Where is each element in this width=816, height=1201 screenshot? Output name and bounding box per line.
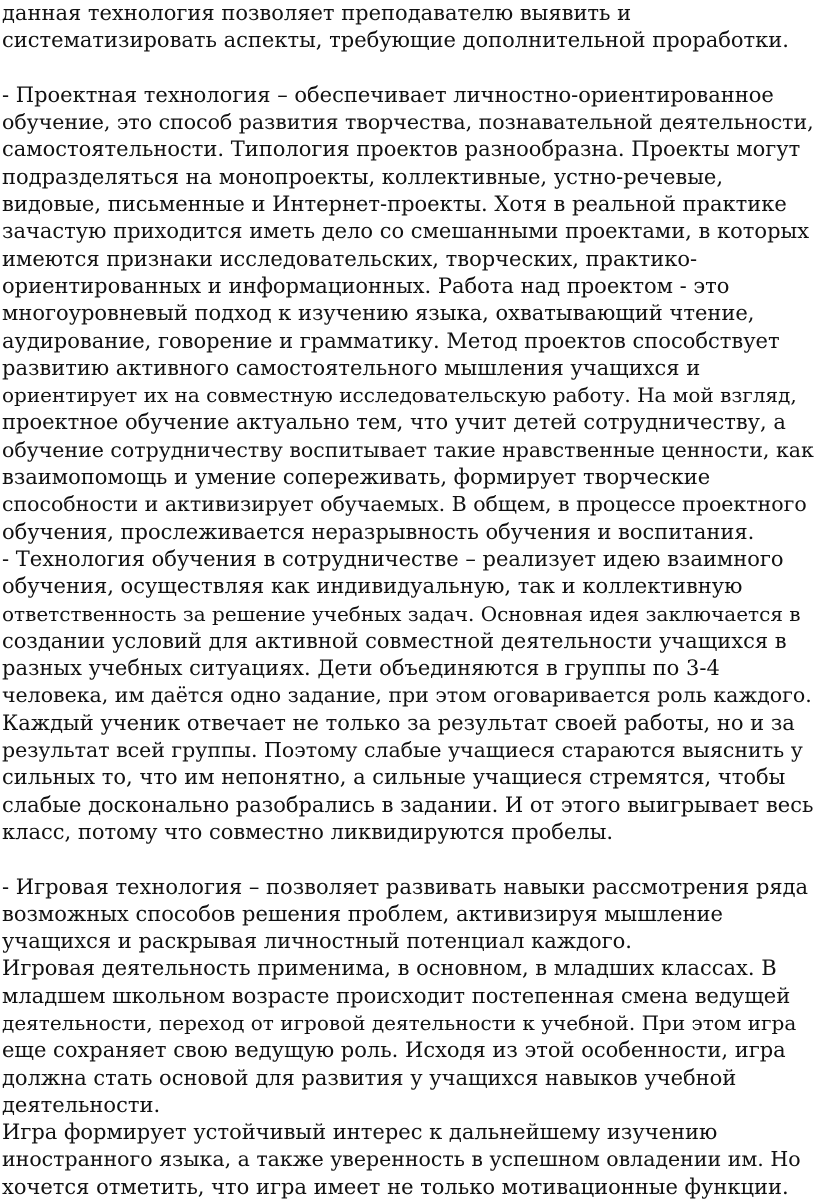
text-line: создании условий для активной совместной деятельности учащихся в xyxy=(2,628,787,653)
text-line: подразделяться на монопроекты, коллективные, устно-речевые, xyxy=(2,164,724,189)
document-page xyxy=(2,0,814,1201)
text-line: обучения, прослеживается неразрывность обучения и воспитания. xyxy=(2,519,755,544)
text-line: ориентированных и информационных. Работа над проектом - это xyxy=(2,273,730,298)
text-line: обучение, это способ развития творчества, познавательной деятельности, xyxy=(2,110,814,135)
text-line: данная технология позволяет преподавателю выявить и xyxy=(2,1,632,25)
text-line: человека, им даётся одно задание, при этом оговаривается роль каждого. xyxy=(2,683,812,708)
text-line: обучения, осуществляя как индивидуальную, так и коллективную xyxy=(2,574,743,599)
text-line: возможных способов решения проблем, активизируя мышление xyxy=(2,901,723,926)
text-line: многоуровневый подход к изучению языка, охватывающий чтение, xyxy=(2,301,755,326)
text-line: систематизировать аспекты, требующие дополнительной проработки. xyxy=(2,28,789,53)
text-line: способности и активизирует обучаемых. В общем, в процессе проектного xyxy=(2,492,807,517)
text-line: аудирование, говорение и грамматику. Метод проектов способствует xyxy=(2,328,780,353)
text-line: имеются признаки исследовательских, творческих, практико- xyxy=(2,246,698,271)
text-line: еще сохраняет свою ведущую роль. Исходя из этой особенности, игра xyxy=(2,1038,786,1063)
text-line: сильных то, что им непонятно, а сильные учащиеся стремятся, чтобы xyxy=(2,765,786,790)
paragraph-gap xyxy=(2,55,814,82)
text-line: деятельности, переход от игровой деятельности к учебной. При этом игра xyxy=(2,1010,797,1035)
text-line: слабые досконально разобрались в задании. И от этого выигрывает весь xyxy=(2,792,814,817)
text-line: учащихся и раскрывая личностный потенциал каждого. xyxy=(2,929,632,954)
text-line: - Технология обучения в сотрудничестве – реализует идею взаимного xyxy=(2,546,784,571)
text-line: ориентирует их на совместную исследовательскую работу. На мой взгляд, xyxy=(2,383,797,408)
text-line: самостоятельности. Типология проектов разнообразна. Проекты могут xyxy=(2,137,801,162)
text-line: должна стать основой для развития у учащихся навыков учебной xyxy=(2,1065,737,1090)
text-line: разных учебных ситуациях. Дети объединяются в группы по 3-4 xyxy=(2,656,720,681)
text-line: хочется отметить, что игра имеет не только мотивационные функции. xyxy=(2,1174,789,1199)
text-line: зачастую приходится иметь дело со смешанными проектами, в которых xyxy=(2,219,810,244)
text-line: иностранного языка, а также уверенность в успешном овладении им. Но xyxy=(2,1147,801,1172)
text-line: деятельности. xyxy=(2,1092,161,1117)
text-line: класс, потому что совместно ликвидируются пробелы. xyxy=(2,819,614,844)
text-line: Игра формирует устойчивый интерес к дальнейшему изучению xyxy=(2,1120,718,1145)
text-line: обучение сотрудничеству воспитывает такие нравственные ценности, как xyxy=(2,437,814,462)
paragraph-gap xyxy=(2,846,814,873)
text-line: проектное обучение актуально тем, что учит детей сотрудничеству, а xyxy=(2,410,786,435)
text-line: видовые, письменные и Интернет-проекты. Хотя в реальной практике xyxy=(2,192,787,217)
text-line: - Проектная технология – обеспечивает личностно-ориентированное xyxy=(2,82,774,107)
text-line: результат всей группы. Поэтому слабые учащиеся стараются выяснить у xyxy=(2,738,803,763)
text-line: ответственность за решение учебных задач. Основная идея заключается в xyxy=(2,601,801,626)
text-line: - Игровая технология – позволяет развивать навыки рассмотрения ряда xyxy=(2,874,809,899)
text-line: развитию активного самостоятельного мышления учащихся и xyxy=(2,355,701,380)
text-line: Каждый ученик отвечает не только за результат своей работы, но и за xyxy=(2,710,795,735)
text-line: Игровая деятельность применима, в основном, в младших классах. В xyxy=(2,956,777,981)
text-line: взаимопомощь и умение сопереживать, формирует творческие xyxy=(2,465,711,490)
text-line: младшем школьном возрасте происходит постепенная смена ведущей xyxy=(2,983,791,1008)
document-text xyxy=(2,0,814,1201)
